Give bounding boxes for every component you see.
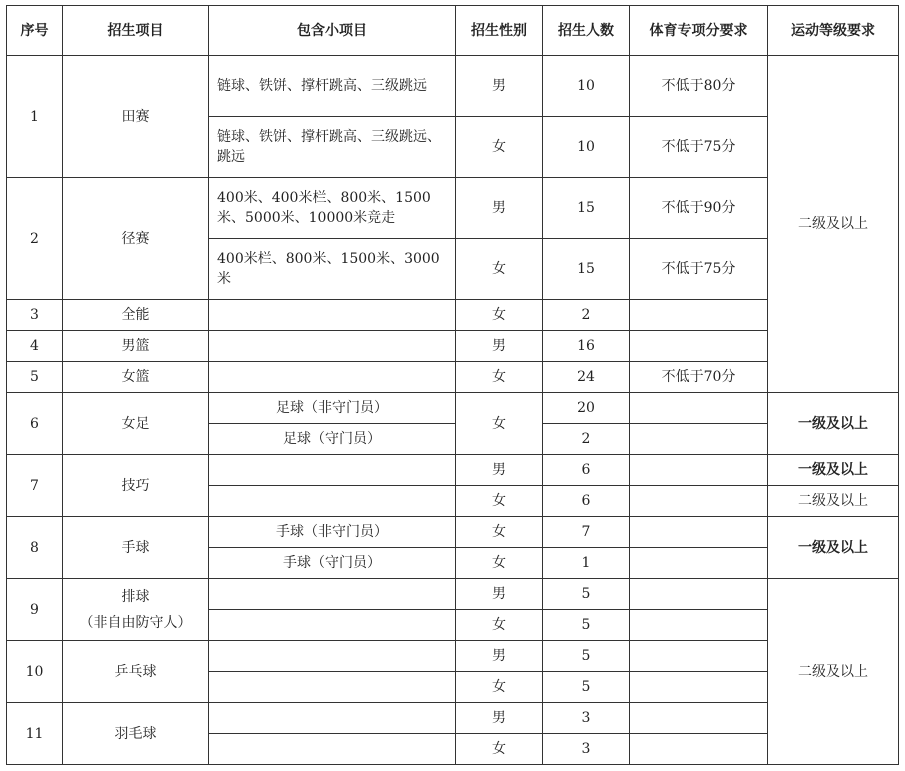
- gender-cell: 女: [456, 734, 543, 765]
- gender-cell: 男: [456, 579, 543, 610]
- seq-cell: 5: [7, 362, 63, 393]
- sub-events-cell: [209, 734, 456, 765]
- sub-events-cell: [209, 641, 456, 672]
- gender-cell: 女: [456, 239, 543, 300]
- sport-cell: 手球: [63, 517, 209, 579]
- count-cell: 10: [543, 56, 630, 117]
- count-cell: 5: [543, 641, 630, 672]
- level-cell: 一级及以上: [768, 517, 899, 579]
- table-row: [7, 362, 899, 393]
- sport-cell: 女篮: [63, 362, 209, 393]
- level-cell: 二级及以上: [768, 56, 899, 393]
- count-cell: 5: [543, 579, 630, 610]
- score-cell: [630, 486, 768, 517]
- table-row: [7, 641, 899, 672]
- count-cell: 10: [543, 117, 630, 178]
- gender-cell: 男: [456, 703, 543, 734]
- sub-events-cell: [209, 455, 456, 486]
- gender-cell: 女: [456, 362, 543, 393]
- sport-cell: [63, 579, 209, 641]
- table-row: [7, 455, 899, 486]
- score-cell: 不低于75分: [630, 117, 768, 178]
- count-cell: 24: [543, 362, 630, 393]
- seq-cell: 9: [7, 579, 63, 641]
- score-cell: [630, 455, 768, 486]
- count-cell: 6: [543, 455, 630, 486]
- score-cell: [630, 579, 768, 610]
- table-row: [7, 579, 899, 610]
- header-sub-events: 包含小项目: [209, 6, 456, 56]
- seq-cell: 6: [7, 393, 63, 455]
- sub-events-cell: 链球、铁饼、撑杆跳高、三级跳远: [209, 56, 456, 117]
- score-cell: [630, 548, 768, 579]
- gender-cell: 女: [456, 672, 543, 703]
- score-cell: 不低于70分: [630, 362, 768, 393]
- gender-cell: 女: [456, 517, 543, 548]
- score-cell: [630, 734, 768, 765]
- score-cell: [630, 331, 768, 362]
- sub-events-cell: [209, 672, 456, 703]
- count-cell: 20: [543, 393, 630, 424]
- score-cell: 不低于80分: [630, 56, 768, 117]
- level-cell: 二级及以上: [768, 486, 899, 517]
- score-cell: [630, 393, 768, 424]
- score-cell: 不低于90分: [630, 178, 768, 239]
- table-row: [7, 703, 899, 734]
- seq-cell: 4: [7, 331, 63, 362]
- sport-name: 排球: [121, 588, 150, 605]
- admission-table-container: [6, 5, 899, 765]
- score-cell: 不低于75分: [630, 239, 768, 300]
- sport-cell: 女足: [63, 393, 209, 455]
- score-cell: [630, 300, 768, 331]
- sub-events-cell: [209, 362, 456, 393]
- sub-events-cell: 足球（非守门员）: [209, 393, 456, 424]
- gender-cell: 女: [456, 300, 543, 331]
- header-score: 体育专项分要求: [630, 6, 768, 56]
- seq-cell: 1: [7, 56, 63, 178]
- header-seq: 序号: [7, 6, 63, 56]
- count-cell: 5: [543, 610, 630, 641]
- sport-cell: 径赛: [63, 178, 209, 300]
- gender-cell: 女: [456, 486, 543, 517]
- header-gender: 招生性别: [456, 6, 543, 56]
- seq-cell: 11: [7, 703, 63, 765]
- header-row: [7, 6, 899, 56]
- gender-cell: 男: [456, 331, 543, 362]
- table-row: [7, 331, 899, 362]
- gender-cell: 女: [456, 548, 543, 579]
- sport-cell: 男篮: [63, 331, 209, 362]
- count-cell: 7: [543, 517, 630, 548]
- count-cell: 3: [543, 734, 630, 765]
- table-row: [7, 300, 899, 331]
- sport-cell: 乒乓球: [63, 641, 209, 703]
- header-count: 招生人数: [543, 6, 630, 56]
- sub-events-cell: [209, 610, 456, 641]
- count-cell: 3: [543, 703, 630, 734]
- count-cell: 6: [543, 486, 630, 517]
- seq-cell: 8: [7, 517, 63, 579]
- sport-cell: 羽毛球: [63, 703, 209, 765]
- sub-events-cell: [209, 579, 456, 610]
- header-sport: 招生项目: [63, 6, 209, 56]
- count-cell: 1: [543, 548, 630, 579]
- sub-events-cell: 400米、400米栏、800米、1500米、5000米、10000米竞走: [209, 178, 456, 239]
- gender-cell: 男: [456, 455, 543, 486]
- score-cell: [630, 672, 768, 703]
- sub-events-cell: [209, 703, 456, 734]
- table-row: [7, 56, 899, 117]
- sub-events-cell: 链球、铁饼、撑杆跳高、三级跳远、跳远: [209, 117, 456, 178]
- count-cell: 2: [543, 300, 630, 331]
- level-cell: 一级及以上: [768, 455, 899, 486]
- seq-cell: 7: [7, 455, 63, 517]
- sub-events-cell: 400米栏、800米、1500米、3000米: [209, 239, 456, 300]
- gender-cell: 男: [456, 641, 543, 672]
- table-row: [7, 517, 899, 548]
- count-cell: 15: [543, 178, 630, 239]
- sub-events-cell: 手球（守门员）: [209, 548, 456, 579]
- score-cell: [630, 424, 768, 455]
- gender-cell: 女: [456, 610, 543, 641]
- score-cell: [630, 641, 768, 672]
- seq-cell: 2: [7, 178, 63, 300]
- gender-cell: 男: [456, 56, 543, 117]
- sub-events-cell: 足球（守门员）: [209, 424, 456, 455]
- table-row: [7, 178, 899, 239]
- score-cell: [630, 610, 768, 641]
- count-cell: 16: [543, 331, 630, 362]
- score-cell: [630, 703, 768, 734]
- sport-cell: 全能: [63, 300, 209, 331]
- sub-events-cell: [209, 486, 456, 517]
- gender-cell: 男: [456, 178, 543, 239]
- seq-cell: 3: [7, 300, 63, 331]
- score-cell: [630, 517, 768, 548]
- header-level: 运动等级要求: [768, 6, 899, 56]
- admission-table: [6, 5, 899, 765]
- gender-cell: 女: [456, 117, 543, 178]
- count-cell: 2: [543, 424, 630, 455]
- count-cell: 5: [543, 672, 630, 703]
- table-row: [7, 393, 899, 424]
- sub-events-cell: [209, 300, 456, 331]
- sport-note: （非自由防守人）: [79, 614, 192, 631]
- sport-cell: 田赛: [63, 56, 209, 178]
- sub-events-cell: [209, 331, 456, 362]
- sport-cell: 技巧: [63, 455, 209, 517]
- sub-events-cell: 手球（非守门员）: [209, 517, 456, 548]
- level-cell: 二级及以上: [768, 579, 899, 765]
- seq-cell: 10: [7, 641, 63, 703]
- level-cell: 一级及以上: [768, 393, 899, 455]
- gender-cell: 女: [456, 393, 543, 455]
- count-cell: 15: [543, 239, 630, 300]
